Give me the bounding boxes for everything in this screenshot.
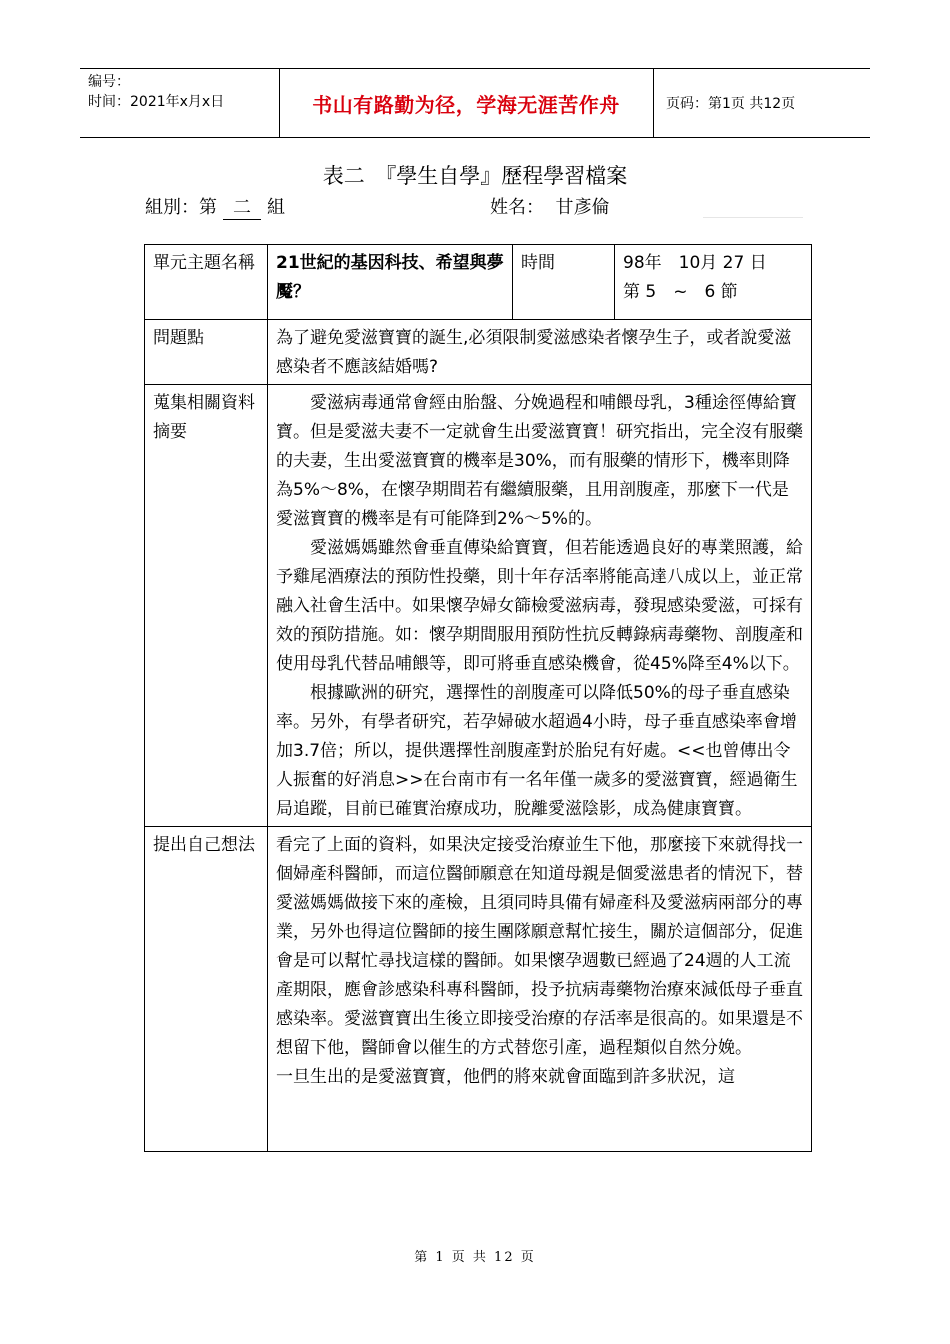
motto-text: 书山有路勤为径，学海无涯苦作舟 xyxy=(312,92,620,117)
unit-value: 21世紀的基因科技、希望與夢魘？ xyxy=(268,245,513,320)
name-field xyxy=(490,193,609,219)
unit-label: 單元主題名稱 xyxy=(145,245,268,320)
table-row xyxy=(145,245,812,320)
time-period: 第 5 ~ 6 節 xyxy=(623,282,738,302)
summary-paragraph: 愛滋病毒通常會經由胎盤、分娩過程和哺餵母乳，3種途徑傳給寶寶。但是愛滋夫妻不一定就會生出愛滋寶寶！研究指出，完全沒有服藥的夫妻，生出愛滋寶寶的機率是30%，而有服藥的情形下，機率則降為5%～8%，在懷孕期間若有繼續服藥，且用剖腹產，那麼下一代是愛滋寶寶的機率是有可能降到2%～5%的。 xyxy=(276,393,803,529)
summary-paragraph: 根據歐洲的研究，選擇性的剖腹產可以降低50%的母子垂直感染率。另外，有學者研究，若孕婦破水超過4小時，母子垂直感染率會增加3.7倍；所以，提供選擇性剖腹產對於胎兒有好處。<<也曾傳出令人振奮的好消息>>在台南市有一名年僅一歲多的愛滋寶寶，經過衛生局追蹤，目前已確實治療成功，脫離愛滋陰影，成為健康寶寶。 xyxy=(276,683,798,819)
group-field xyxy=(145,193,285,220)
group-value: 二 xyxy=(223,193,261,220)
name-value: 甘彥倫 xyxy=(555,197,610,218)
idea-text xyxy=(268,827,812,1152)
time-value xyxy=(615,245,812,320)
time-label: 時間 xyxy=(513,245,615,320)
page-header xyxy=(80,68,870,138)
learning-record-table xyxy=(144,244,812,1152)
summary-paragraph: 愛滋媽媽雖然會垂直傳染給寶寶，但若能透過良好的專業照護，給予雞尾酒療法的預防性投藥，則十年存活率將能高達八成以上，並正常融入社會生活中。如果懷孕婦女篩檢愛滋病毒，發現感染愛滋，可採有效的預防措施。如：懷孕期間服用預防性抗反轉錄病毒藥物、剖腹產和使用母乳代替品哺餵等，即可將垂直感染機會，從45%降至4%以下。 xyxy=(276,538,803,674)
number-label: 编号： xyxy=(88,74,130,90)
idea-label: 提出自己想法 xyxy=(145,827,268,1152)
collect-label: 蒐集相關資料摘要 xyxy=(145,385,268,827)
header-page-info xyxy=(654,69,870,137)
idea-paragraph: 看完了上面的資料，如果決定接受治療並生下他，那麼接下來就得找一個婦產科醫師，而這位醫師願意在知道母親是個愛滋患者的情況下，替愛滋媽媽做接下來的產檢，且須同時具備有婦產科及愛滋病兩部分的專業，另外也得這位醫師的接生團隊願意幫忙接生，關於這個部分，促進會是可以幫忙尋找這樣的醫師。如果懷孕週數已經過了24週的人工流產期限，應會診感染科專科醫師，投予抗病毒藥物治療來減低母子垂直感染率。愛滋寶寶出生後立即接受治療的存活率是很高的。如果還是不想留下他，醫師會以催生的方式替您引產，過程類似自然分娩。 xyxy=(276,835,803,1058)
faint-divider xyxy=(703,217,803,218)
time-date: 98年 10月 27 日 xyxy=(623,253,767,273)
date-line: 时间：2021年x月x日 xyxy=(88,94,225,110)
table-row xyxy=(145,385,812,827)
question-label: 問題點 xyxy=(145,320,268,385)
idea-paragraph: 一旦生出的是愛滋寶寶，他們的將來就會面臨到許多狀況，這 xyxy=(276,1067,735,1087)
document-title: 表二 『學生自學』歷程學習檔案 xyxy=(322,164,628,188)
question-text: 為了避免愛滋寶寶的誕生,必須限制愛滋感染者懷孕生子，或者說愛滋感染者不應該結婚嗎? xyxy=(268,320,812,385)
table-row xyxy=(145,320,812,385)
table-row xyxy=(145,827,812,1152)
group-suffix: 組 xyxy=(267,197,285,218)
group-prefix: 組別：第 xyxy=(145,197,217,218)
header-meta xyxy=(80,69,280,137)
name-label: 姓名： xyxy=(490,197,544,218)
page-footer: 第 1 页 共 12 页 xyxy=(414,1250,536,1265)
page-info-text: 页码：第1页 共12页 xyxy=(666,96,796,112)
collect-summary xyxy=(268,385,812,827)
header-motto xyxy=(279,69,654,137)
